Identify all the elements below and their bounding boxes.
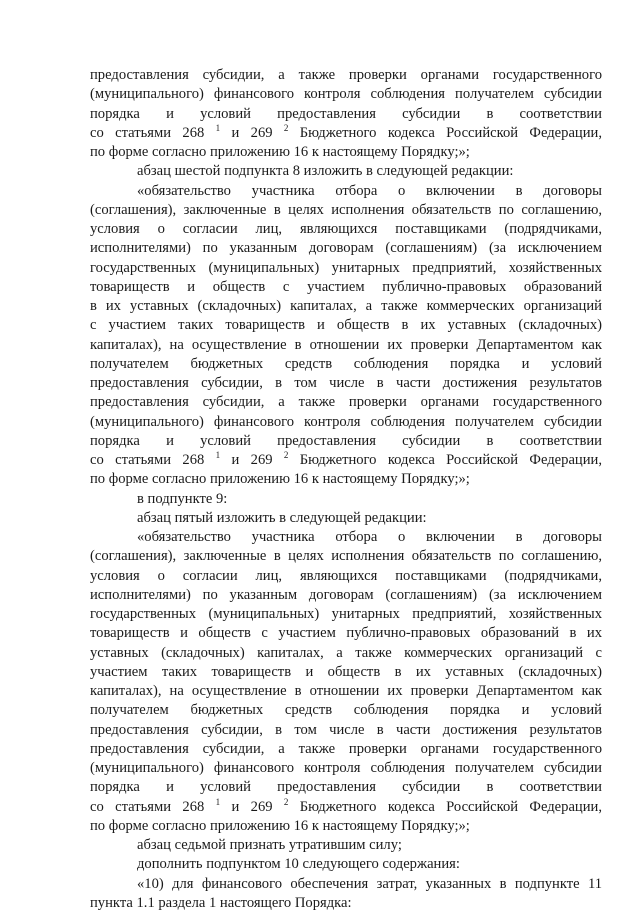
text-line: «обязательство участника отбора о включении в договоры: [137, 529, 602, 545]
text-line: предоставления субсидии, а также проверки органами государственного: [90, 740, 602, 757]
text-line: получателем бюджетных средств соблюдения порядка и условий: [90, 702, 602, 719]
text-line: предоставления субсидии, а также проверки органами государственного: [90, 394, 602, 411]
text-line: (муниципального) финансового контроля соблюдения получателем субсидии: [90, 413, 602, 430]
text-line: (муниципального) финансового контроля соблюдения получателем субсидии: [90, 760, 602, 776]
text-line: «10) для финансового обеспечения затрат, указанных в подпункте 11: [137, 875, 602, 892]
text-line: государственных (муниципальных) унитарных предприятий, хозяйственных: [90, 259, 602, 276]
text-line: со статьями 268 $^1$ и 269 $^2$ Бюджетного кодекса Российской Федерации,: [90, 451, 602, 468]
text-line: пункта 1.1 раздела 1 настоящего Порядка:: [90, 894, 352, 911]
text-line: предоставления субсидии, в том числе в части достижения результатов: [90, 375, 602, 391]
text-line: условия о согласии лиц, являющихся поставщиками (подрядчиками,: [90, 567, 602, 584]
text-line: (соглашения), заключенные в целях исполнения обязательств по соглашению,: [90, 201, 602, 218]
text-line: исполнителями) по указанным договорам (соглашениям) (за исключением: [90, 240, 602, 257]
text-line: по форме согласно приложению 16 к настоящему Порядку;»;: [90, 817, 470, 834]
text-line: порядка и условий предоставления субсидии в соответствии: [90, 432, 602, 449]
text-line: с участием таких товариществ и обществ в их уставных (складочных): [90, 317, 602, 334]
text-line: капиталах), на осуществление в отношении их проверки Департаментом как: [90, 336, 602, 353]
text-line: предоставления субсидии, в том числе в части достижения результатов: [90, 721, 602, 738]
text-line: товариществ и обществ с участием публично-правовых образований в их: [90, 625, 602, 642]
text-line: (соглашения), заключенные в целях исполнения обязательств по соглашению,: [90, 548, 602, 565]
text-line: порядка и условий предоставления субсидии в соответствии: [90, 779, 602, 796]
text-line: участием таких товариществ и обществ в их уставных (складочных): [90, 663, 602, 680]
text-line: капиталах), на осуществление в отношении их проверки Департаментом как: [90, 683, 602, 699]
text-line: в подпункте 9:: [137, 490, 228, 507]
text-line: в их уставных (складочных) капиталах, а также коммерческих организаций: [90, 298, 602, 314]
text-line: условия о согласии лиц, являющихся поставщиками (подрядчиками,: [90, 221, 602, 237]
text-line: предоставления субсидии, а также проверки органами государственного: [90, 67, 602, 83]
text-line: абзац пятый изложить в следующей редакции:: [137, 509, 427, 526]
text-line: уставных (складочных) капиталах, а также коммерческих организаций с: [90, 644, 602, 661]
text-line: по форме согласно приложению 16 к настоящему Порядку;»;: [90, 471, 470, 488]
document-page: [90, 66, 602, 913]
text-line: получателем бюджетных средств соблюдения порядка и условий: [90, 355, 602, 372]
text-line: дополнить подпунктом 10 следующего содержания:: [137, 856, 460, 873]
text-line: со статьями 268 $^1$ и 269 $^2$ Бюджетного кодекса Российской Федерации,: [90, 123, 602, 141]
text-line: «обязательство участника отбора о включении в договоры: [137, 182, 602, 199]
text-line: государственных (муниципальных) унитарных предприятий, хозяйственных: [90, 606, 602, 622]
text-line: по форме согласно приложению 16 к настоящему Порядку;»;: [90, 144, 470, 160]
text-line: порядка и условий предоставления субсидии в соответствии: [90, 105, 602, 122]
text-line: (муниципального) финансового контроля соблюдения получателем субсидии: [90, 86, 602, 103]
text-line: исполнителями) по указанным договорам (соглашениям) (за исключением: [90, 586, 602, 603]
text-line: абзац седьмой признать утратившим силу;: [137, 837, 402, 853]
text-line: абзац шестой подпункта 8 изложить в следующей редакции:: [137, 163, 514, 180]
text-line: со статьями 268 $^1$ и 269 $^2$ Бюджетного кодекса Российской Федерации,: [90, 797, 602, 815]
text-line: товариществ и обществ с участием публично-правовых образований: [90, 278, 602, 295]
